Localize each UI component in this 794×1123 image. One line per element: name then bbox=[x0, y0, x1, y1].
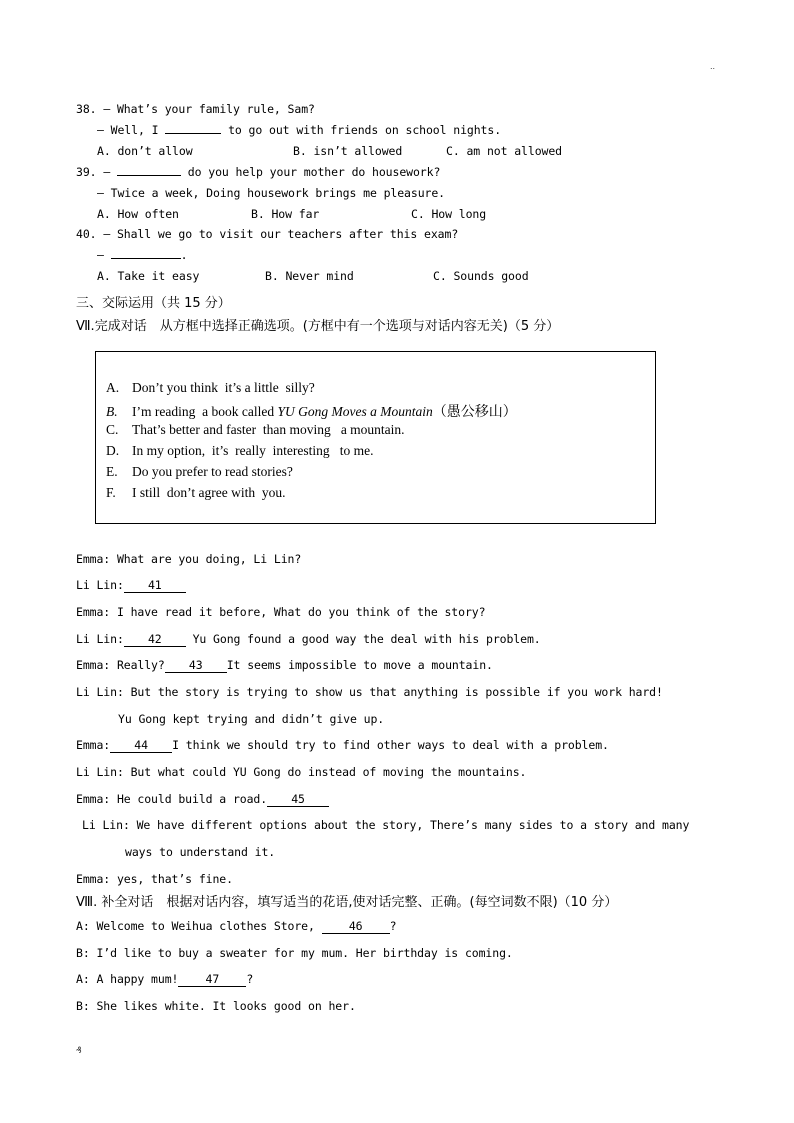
question-text: — What’s your family rule, Sam? bbox=[103, 102, 315, 116]
question-suffix: do you help your mother do housework? bbox=[187, 165, 441, 179]
dialogue-line: Yu Gong kept trying and didn’t give up. bbox=[118, 712, 385, 726]
option-letter: C. bbox=[106, 422, 119, 437]
question-38-option-b: B. isn’t allowed bbox=[293, 144, 403, 158]
box-option-b bbox=[106, 401, 517, 421]
dialogue-line: Li Lin: We have different options about the story, There’s many sides to a story and many bbox=[82, 818, 690, 832]
speaker: Emma: bbox=[76, 738, 111, 752]
dialogue-line bbox=[76, 738, 609, 753]
option-letter: E. bbox=[106, 464, 118, 479]
speaker: A: A happy mum! bbox=[76, 972, 179, 986]
question-prefix: — bbox=[103, 165, 111, 179]
question-blank[interactable] bbox=[117, 175, 181, 176]
option-letter: B. bbox=[106, 404, 118, 419]
question-40-answer bbox=[97, 248, 187, 262]
dialogue-line bbox=[76, 658, 493, 673]
dialogue-text: Yu Gong found a good way the deal with his problem. bbox=[185, 632, 541, 646]
speaker: Li Lin: bbox=[76, 578, 124, 592]
answer-blank[interactable]: 42 bbox=[124, 633, 186, 647]
dialogue-text: ? bbox=[246, 972, 254, 986]
part-7-title: Ⅶ.完成对话 从方框中选择正确选项。(方框中有一个选项与对话内容无关)（5 分） bbox=[76, 319, 560, 334]
dialogue-line: ways to understand it. bbox=[125, 845, 276, 859]
box-option-a bbox=[106, 380, 315, 396]
section-3-title: 三、交际运用（共 15 分） bbox=[76, 296, 231, 311]
question-number: 39. bbox=[76, 165, 97, 179]
answer-suffix: . bbox=[180, 248, 188, 262]
answer-prefix: — Well, I bbox=[97, 123, 159, 137]
option-text: Don’t you think it’s a little silly? bbox=[132, 380, 315, 395]
box-option-d bbox=[106, 443, 373, 459]
speaker: Emma: He could build a road. bbox=[76, 792, 268, 806]
answer-suffix: to go out with friends on school nights. bbox=[228, 123, 502, 137]
dialogue-line bbox=[76, 919, 396, 934]
dialogue-line bbox=[76, 632, 541, 647]
dialogue-line: Li Lin: But what could YU Gong do instead of moving the mountains. bbox=[76, 765, 527, 779]
option-text: I’m reading a book called bbox=[132, 404, 278, 419]
option-text: I still don’t agree with you. bbox=[132, 485, 286, 500]
answer-blank[interactable] bbox=[165, 133, 221, 134]
dialogue-line: B: I’d like to buy a sweater for my mum. Her birthday is coming. bbox=[76, 946, 513, 960]
speaker: Emma: Really? bbox=[76, 658, 165, 672]
book-title: YU Gong Moves a Mountain bbox=[277, 404, 433, 419]
question-38-option-a: A. don’t allow bbox=[97, 144, 193, 158]
dialogue-line: Emma: What are you doing, Li Lin? bbox=[76, 552, 302, 566]
footer-mark: ₰ bbox=[76, 1046, 82, 1056]
answer-blank[interactable]: 44 bbox=[110, 739, 172, 753]
answer-blank[interactable]: 46 bbox=[322, 920, 390, 934]
dialogue-line bbox=[76, 578, 186, 593]
box-option-e bbox=[106, 464, 293, 480]
answer-prefix: — bbox=[97, 248, 104, 262]
question-number: 38. bbox=[76, 102, 97, 116]
option-text: That’s better and faster than moving a mountain. bbox=[132, 422, 405, 437]
box-option-c bbox=[106, 422, 405, 438]
option-letter: D. bbox=[106, 443, 120, 458]
part-8-title: Ⅷ. 补全对话 根据对话内容，填写适当的花语,使对话完整、正确。(每空词数不限)（10 分） bbox=[76, 895, 618, 910]
answer-blank[interactable]: 43 bbox=[165, 659, 227, 673]
question-40 bbox=[76, 227, 458, 241]
question-39-answer: — Twice a week, Doing housework brings me pleasure. bbox=[97, 186, 446, 200]
option-text: In my option, it’s really interesting to me. bbox=[132, 443, 374, 458]
answer-blank[interactable] bbox=[111, 258, 181, 259]
dialogue-text: ? bbox=[389, 919, 397, 933]
question-38-option-c: C. am not allowed bbox=[446, 144, 563, 158]
question-text: — Shall we go to visit our teachers after this exam? bbox=[103, 227, 459, 241]
answer-blank[interactable]: 41 bbox=[124, 579, 186, 593]
speaker: A: Welcome to Weihua clothes Store, bbox=[76, 919, 322, 933]
answer-blank[interactable]: 47 bbox=[178, 973, 246, 987]
speaker: Li Lin: bbox=[76, 632, 124, 646]
question-40-option-b: B. Never mind bbox=[265, 269, 354, 283]
question-40-option-a: A. Take it easy bbox=[97, 269, 200, 283]
box-option-f bbox=[106, 485, 285, 501]
dialogue-text: It seems impossible to move a mountain. bbox=[226, 658, 493, 672]
question-39-option-a: A. How often bbox=[97, 207, 179, 221]
option-letter: A. bbox=[106, 380, 120, 395]
question-39 bbox=[76, 165, 440, 179]
header-mark: .. bbox=[710, 62, 716, 71]
dialogue-line bbox=[76, 792, 329, 807]
dialogue-line bbox=[76, 972, 253, 987]
question-number: 40. bbox=[76, 227, 97, 241]
dialogue-line: Li Lin: But the story is trying to show us that anything is possible if you work hard! bbox=[76, 685, 663, 699]
option-text: Do you prefer to read stories? bbox=[132, 464, 293, 479]
dialogue-line: B: She likes white. It looks good on her. bbox=[76, 999, 356, 1013]
question-38-answer bbox=[97, 123, 501, 137]
question-40-option-c: C. Sounds good bbox=[433, 269, 529, 283]
question-39-option-c: C. How long bbox=[411, 207, 487, 221]
question-38 bbox=[76, 102, 315, 116]
dialogue-line: Emma: I have read it before, What do you think of the story? bbox=[76, 605, 486, 619]
answer-blank[interactable]: 45 bbox=[267, 793, 329, 807]
dialogue-text: I think we should try to find other ways to deal with a problem. bbox=[172, 738, 609, 752]
option-letter: F. bbox=[106, 485, 116, 500]
question-39-option-b: B. How far bbox=[251, 207, 320, 221]
dialogue-line: Emma: yes, that’s fine. bbox=[76, 872, 233, 886]
book-title-chinese: （愚公移山） bbox=[432, 404, 517, 420]
